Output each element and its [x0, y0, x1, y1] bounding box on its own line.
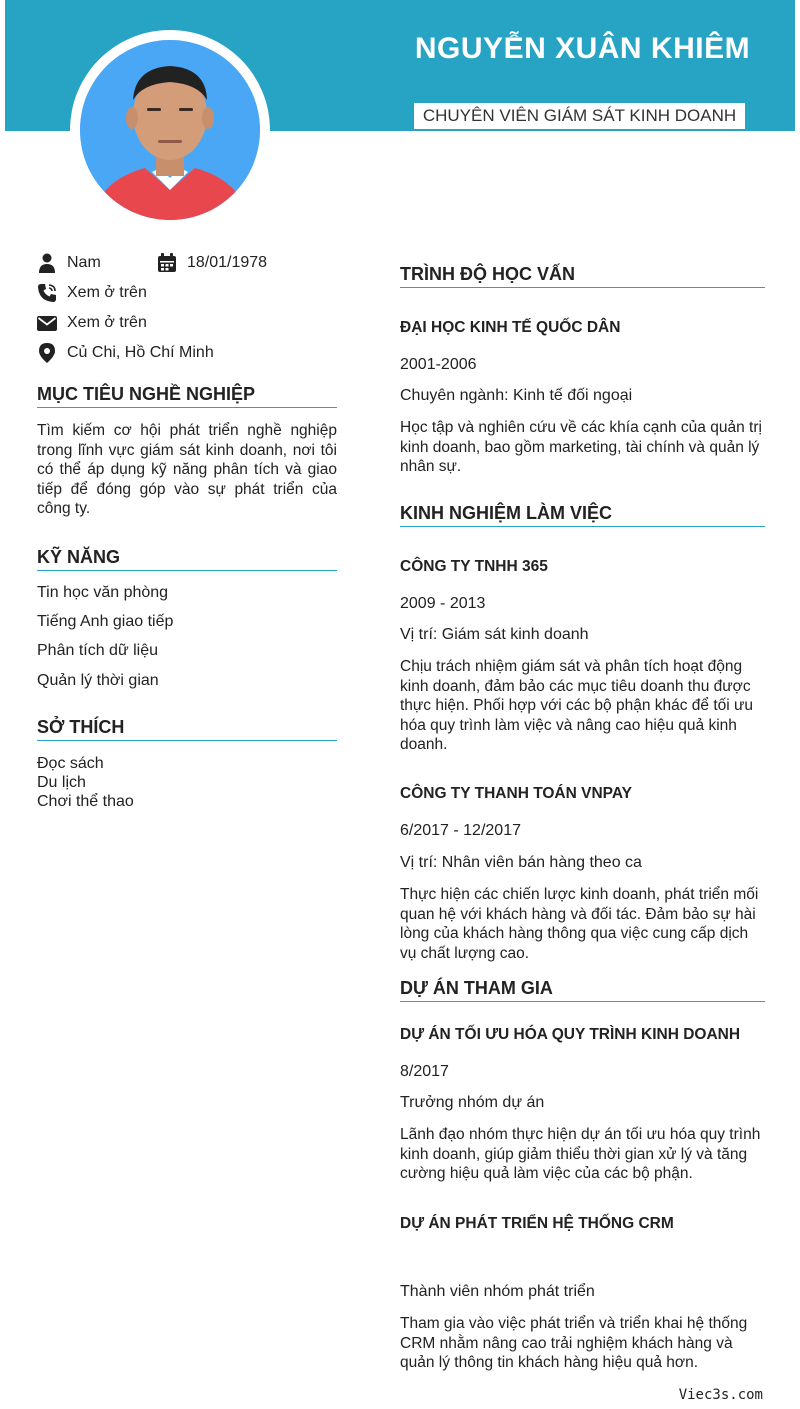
job-position: Vị trí: Giám sát kinh doanh — [400, 626, 589, 643]
school-name: ĐẠI HỌC KINH TẾ QUỐC DÂN — [400, 319, 621, 336]
education-major: Chuyên ngành: Kinh tế đối ngoại — [400, 387, 633, 404]
job-description: Chịu trách nhiệm giám sát và phân tích hoạt động kinh doanh, đảm bảo các mục tiêu doanh thu được thực hiện. Phối hợp với các bộ phận khác để tối ưu hóa quy trình làm việc và nâng cao hiệu quả kinh doanh. — [400, 658, 754, 753]
skill-item: Tin học văn phòng — [37, 584, 169, 601]
job-position: Vị trí: Nhân viên bán hàng theo ca — [400, 854, 642, 871]
project-description: Lãnh đạo nhóm thực hiện dự án tối ưu hóa quy trình kinh doanh, giúp giảm thiểu thời gian xử lý và tăng cường hiệu quả làm việc của các bộ phận. — [400, 1126, 761, 1182]
address-value: Củ Chi, Hồ Chí Minh — [67, 344, 214, 361]
skill-item: Tiếng Anh giao tiếp — [37, 613, 174, 630]
project-role: Thành viên nhóm phát triển — [400, 1283, 595, 1300]
job-description: Thực hiện các chiến lược kinh doanh, phát triển mối quan hệ với khách hàng và đối tác. Đảm bảo sự hài lòng của khách hàng thông qua việc cung cấp dịch vụ chất lượng cao. — [400, 886, 759, 962]
objective-text: Tìm kiếm cơ hội phát triển nghề nghiệp trong lĩnh vực giám sát kinh doanh, nơi tôi có thể áp dụng kỹ năng phân tích và giao tiếp để đóng góp vào sự phát triển của công ty. — [37, 422, 337, 517]
email-row — [37, 312, 337, 334]
project-description: Tham gia vào việc phát triển và triển khai hệ thống CRM nhằm nâng cao trải nghiệm khách hàng và quản lý thông tin khách hàng hiệu quả hơn. — [400, 1315, 748, 1371]
birthday-value: 18/01/1978 — [187, 254, 268, 271]
hobby-item: Đọc sách — [37, 755, 104, 772]
skill-item: Phân tích dữ liệu — [37, 642, 159, 659]
project-period: 8/2017 — [400, 1063, 449, 1080]
objective-title: MỤC TIÊU NGHỀ NGHIỆP — [37, 383, 337, 408]
experience-title: KINH NGHIỆM LÀM VIỆC — [400, 502, 765, 527]
hobby-item: Du lịch — [37, 774, 86, 791]
phone-value: Xem ở trên — [67, 284, 147, 301]
address-row — [37, 342, 337, 364]
project-name: DỰ ÁN PHÁT TRIỂN HỆ THỐNG CRM — [400, 1215, 674, 1232]
gender-value: Nam — [67, 254, 101, 271]
avatar-photo — [80, 40, 260, 220]
hobbies-title: SỞ THÍCH — [37, 716, 337, 741]
education-description: Học tập và nghiên cứu về các khía cạnh của quản trị kinh doanh, bao gồm marketing, tài chính và quản lý nhân sự. — [400, 419, 762, 475]
education-title: TRÌNH ĐỘ HỌC VẤN — [400, 263, 765, 288]
email-icon — [37, 313, 57, 333]
company-name: CÔNG TY THANH TOÁN VNPAY — [400, 785, 632, 802]
footer-brand: Viec3s.com — [678, 1387, 763, 1403]
project-name: DỰ ÁN TỐI ƯU HÓA QUY TRÌNH KINH DOANH — [400, 1026, 741, 1043]
phone-icon — [37, 283, 57, 303]
phone-row — [37, 282, 337, 304]
calendar-icon — [157, 253, 177, 273]
project-role: Trưởng nhóm dự án — [400, 1094, 545, 1111]
candidate-name: NGUYỄN XUÂN KHIÊM — [414, 32, 751, 65]
job-period: 6/2017 - 12/2017 — [400, 822, 521, 839]
skills-title: KỸ NĂNG — [37, 546, 337, 571]
company-name: CÔNG TY TNHH 365 — [400, 558, 548, 575]
person-icon — [37, 253, 57, 273]
job-title: CHUYÊN VIÊN GIÁM SÁT KINH DOANH — [414, 103, 745, 129]
gender-row — [37, 252, 157, 274]
email-value: Xem ở trên — [67, 314, 147, 331]
job-period: 2009 - 2013 — [400, 595, 486, 612]
avatar — [70, 30, 270, 230]
hobby-item: Chơi thể thao — [37, 793, 134, 810]
skill-item: Quản lý thời gian — [37, 672, 159, 689]
projects-title: DỰ ÁN THAM GIA — [400, 977, 765, 1002]
birthday-row — [157, 252, 337, 274]
location-icon — [37, 343, 57, 363]
education-period: 2001-2006 — [400, 356, 477, 373]
